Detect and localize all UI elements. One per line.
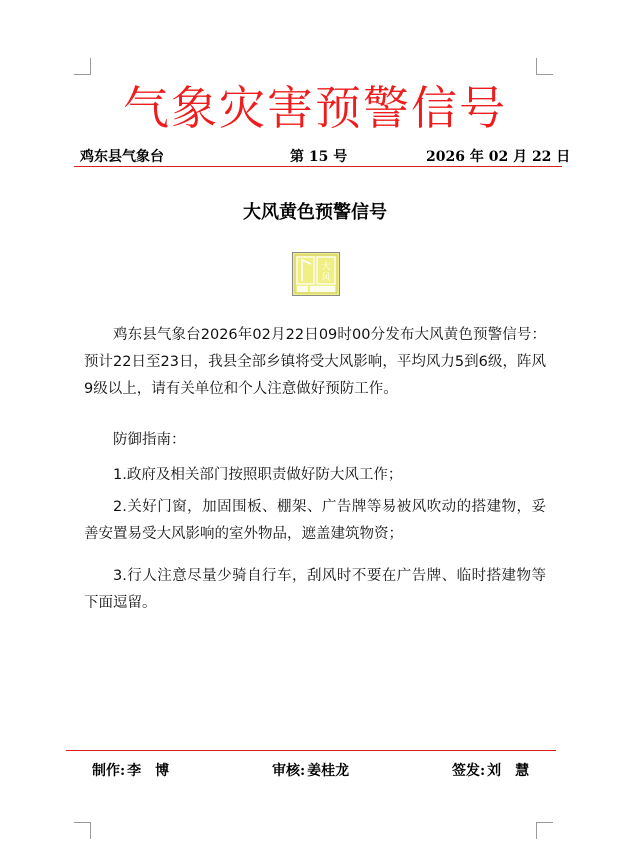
- reviewer-signature: [272, 762, 349, 780]
- signer-signature: [452, 762, 529, 780]
- alert-paragraph: [84, 322, 546, 403]
- reviewer-name: 姜桂龙: [307, 763, 350, 779]
- header-divider: [74, 166, 562, 167]
- author-name: 李 博: [127, 763, 170, 779]
- guide-item: 1.政府及相关部门按照职责做好防大风工作；: [113, 467, 403, 483]
- author-signature: [92, 762, 169, 780]
- guide-item-2-block: [84, 494, 546, 548]
- crop-mark-bottom-right: [536, 822, 553, 839]
- signer-label: 签发:: [452, 763, 486, 779]
- svg-text:大: 大: [321, 262, 331, 272]
- gale-yellow-warning-icon: [292, 252, 340, 296]
- crop-mark-top-right: [536, 58, 553, 75]
- crop-mark-top-left: [74, 58, 91, 75]
- issuer-name: 鸡东县气象台: [80, 149, 164, 165]
- crop-mark-bottom-left: [74, 822, 91, 839]
- author-label: 制作:: [92, 763, 126, 779]
- alert-title: 大风黄色预警信号: [243, 202, 387, 223]
- reviewer-label: 审核:: [272, 763, 306, 779]
- guide-item: 2.关好门窗，加固围板、棚架、广告牌等易被风吹动的搭建物，妥善安置易受大风影响的室外物品，遮盖建筑物资；: [84, 499, 546, 542]
- document-title: 气象灾害预警信号: [123, 81, 507, 135]
- svg-text:风: 风: [321, 273, 331, 283]
- alert-description: 鸡东县气象台2026年02月22日09时00分发布大风黄色预警信号：预计22日至23日，我县全部乡镇将受大风影响，平均风力5到6级，阵风9级以上，请有关单位和个人注意做好预防工作。: [84, 327, 546, 397]
- guide-item: 3.行人注意尽量少骑自行车，刮风时不要在广告牌、临时搭建物等下面逗留。: [84, 568, 546, 611]
- signer-name: 刘 慧: [487, 763, 530, 779]
- guide-heading: 防御指南：: [113, 432, 186, 448]
- guide-item-3-block: [84, 563, 546, 617]
- guide-heading-block: [84, 427, 546, 454]
- footer-divider: [66, 750, 556, 751]
- issue-number: 第 15 号: [290, 149, 348, 165]
- guide-item-1-block: [84, 462, 546, 489]
- issue-date: 2026 年 02 月 22 日: [426, 149, 571, 165]
